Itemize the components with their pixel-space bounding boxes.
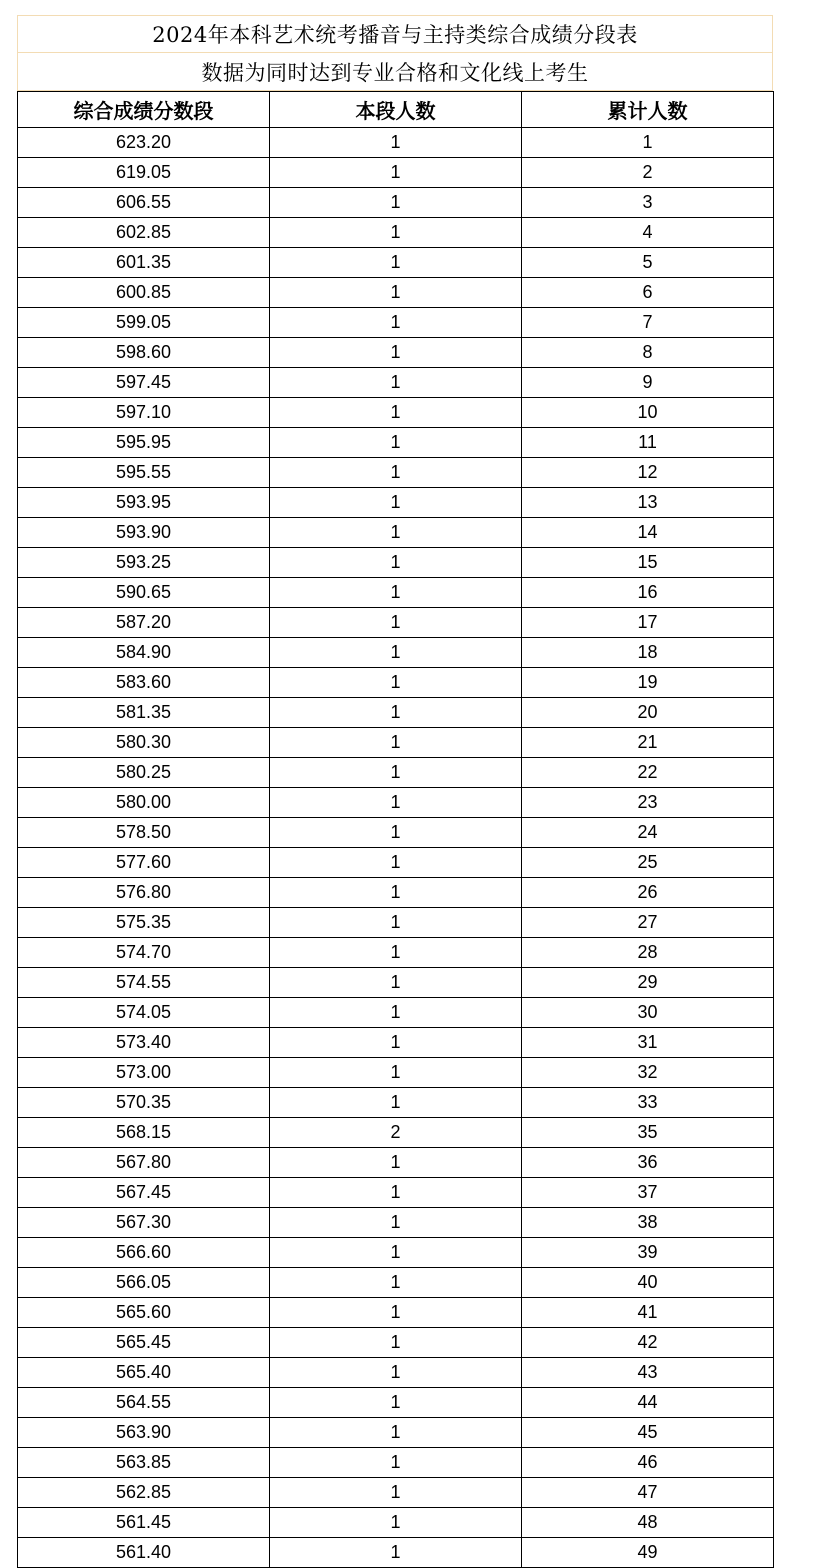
table-row [18,518,774,548]
score-cell: 602.85 [18,218,270,248]
table-row [18,1298,774,1328]
segment-count-cell: 1 [270,278,522,308]
table-row [18,668,774,698]
cumulative-count-cell: 8 [522,338,774,368]
cumulative-count-cell: 11 [522,428,774,458]
segment-count-cell: 1 [270,338,522,368]
score-cell: 583.60 [18,668,270,698]
table-row [18,998,774,1028]
segment-count-cell: 1 [270,608,522,638]
table-row [18,1358,774,1388]
cumulative-count-cell: 19 [522,668,774,698]
score-cell: 565.60 [18,1298,270,1328]
table-row [18,338,774,368]
score-cell: 563.90 [18,1418,270,1448]
cumulative-count-cell: 46 [522,1448,774,1478]
table-row [18,458,774,488]
segment-count-cell: 1 [270,1508,522,1538]
table-row [18,1238,774,1268]
table-row [18,188,774,218]
cumulative-count-cell: 43 [522,1358,774,1388]
table-row [18,1208,774,1238]
cumulative-count-cell: 32 [522,1058,774,1088]
cumulative-count-cell: 27 [522,908,774,938]
cumulative-count-cell: 41 [522,1298,774,1328]
table-row [18,428,774,458]
segment-count-cell: 1 [270,908,522,938]
score-cell: 565.45 [18,1328,270,1358]
score-cell: 580.30 [18,728,270,758]
segment-count-cell: 1 [270,188,522,218]
score-cell: 599.05 [18,308,270,338]
score-cell: 601.35 [18,248,270,278]
score-cell: 570.35 [18,1088,270,1118]
cumulative-count-cell: 1 [522,128,774,158]
cumulative-count-cell: 35 [522,1118,774,1148]
cumulative-count-cell: 16 [522,578,774,608]
cumulative-count-cell: 9 [522,368,774,398]
cumulative-count-cell: 31 [522,1028,774,1058]
header-row [18,92,774,128]
table-row [18,1448,774,1478]
cumulative-count-cell: 47 [522,1478,774,1508]
score-cell: 568.15 [18,1118,270,1148]
cumulative-count-cell: 36 [522,1148,774,1178]
score-cell: 598.60 [18,338,270,368]
score-cell: 593.90 [18,518,270,548]
segment-count-cell: 1 [270,488,522,518]
score-distribution-table [17,91,774,1568]
score-cell: 593.95 [18,488,270,518]
score-cell: 606.55 [18,188,270,218]
segment-count-cell: 1 [270,1418,522,1448]
table-row [18,788,774,818]
table-row [18,1508,774,1538]
segment-count-cell: 1 [270,1538,522,1568]
score-cell: 574.55 [18,968,270,998]
table-row [18,1058,774,1088]
cumulative-count-cell: 42 [522,1328,774,1358]
column-header-cumulative-count: 累计人数 [522,92,774,128]
table-body [18,128,774,1568]
segment-count-cell: 1 [270,518,522,548]
table-row [18,278,774,308]
cumulative-count-cell: 10 [522,398,774,428]
segment-count-cell: 1 [270,578,522,608]
segment-count-cell: 1 [270,1208,522,1238]
table-row [18,1538,774,1568]
segment-count-cell: 1 [270,1298,522,1328]
cumulative-count-cell: 38 [522,1208,774,1238]
table-row [18,488,774,518]
score-cell: 574.70 [18,938,270,968]
score-cell: 562.85 [18,1478,270,1508]
segment-count-cell: 1 [270,1058,522,1088]
cumulative-count-cell: 7 [522,308,774,338]
cumulative-count-cell: 26 [522,878,774,908]
score-cell: 574.05 [18,998,270,1028]
cumulative-count-cell: 23 [522,788,774,818]
table-row [18,728,774,758]
table-row [18,1028,774,1058]
segment-count-cell: 1 [270,1148,522,1178]
segment-count-cell: 1 [270,1358,522,1388]
score-cell: 565.40 [18,1358,270,1388]
table-row [18,608,774,638]
cumulative-count-cell: 30 [522,998,774,1028]
table-row [18,818,774,848]
segment-count-cell: 1 [270,1268,522,1298]
score-cell: 600.85 [18,278,270,308]
segment-count-cell: 1 [270,968,522,998]
score-cell: 580.25 [18,758,270,788]
score-cell: 561.40 [18,1538,270,1568]
score-cell: 595.95 [18,428,270,458]
cumulative-count-cell: 33 [522,1088,774,1118]
score-table-sheet [17,15,773,1568]
table-row [18,128,774,158]
table-row [18,548,774,578]
table-row [18,308,774,338]
table-row [18,968,774,998]
table-row [18,578,774,608]
cumulative-count-cell: 15 [522,548,774,578]
segment-count-cell: 1 [270,218,522,248]
segment-count-cell: 1 [270,878,522,908]
cumulative-count-cell: 4 [522,218,774,248]
column-header-score-range: 综合成绩分数段 [18,92,270,128]
cumulative-count-cell: 48 [522,1508,774,1538]
segment-count-cell: 1 [270,1088,522,1118]
cumulative-count-cell: 2 [522,158,774,188]
table-row [18,908,774,938]
segment-count-cell: 1 [270,1448,522,1478]
table-row [18,878,774,908]
score-cell: 564.55 [18,1388,270,1418]
table-subtitle: 数据为同时达到专业合格和文化线上考生 [17,53,773,91]
segment-count-cell: 1 [270,548,522,578]
score-cell: 576.80 [18,878,270,908]
segment-count-cell: 1 [270,788,522,818]
table-row [18,1268,774,1298]
score-cell: 619.05 [18,158,270,188]
cumulative-count-cell: 3 [522,188,774,218]
column-header-segment-count: 本段人数 [270,92,522,128]
cumulative-count-cell: 13 [522,488,774,518]
segment-count-cell: 1 [270,938,522,968]
table-title: 2024年本科艺术统考播音与主持类综合成绩分段表 [17,15,773,53]
cumulative-count-cell: 45 [522,1418,774,1448]
score-cell: 595.55 [18,458,270,488]
segment-count-cell: 1 [270,128,522,158]
score-cell: 567.45 [18,1178,270,1208]
segment-count-cell: 1 [270,1478,522,1508]
table-row [18,1178,774,1208]
cumulative-count-cell: 22 [522,758,774,788]
cumulative-count-cell: 25 [522,848,774,878]
cumulative-count-cell: 14 [522,518,774,548]
cumulative-count-cell: 20 [522,698,774,728]
table-row [18,1148,774,1178]
table-row [18,758,774,788]
table-row [18,1388,774,1418]
score-cell: 575.35 [18,908,270,938]
cumulative-count-cell: 5 [522,248,774,278]
table-row [18,1118,774,1148]
segment-count-cell: 1 [270,638,522,668]
segment-count-cell: 1 [270,728,522,758]
segment-count-cell: 1 [270,158,522,188]
cumulative-count-cell: 40 [522,1268,774,1298]
segment-count-cell: 1 [270,398,522,428]
cumulative-count-cell: 29 [522,968,774,998]
cumulative-count-cell: 12 [522,458,774,488]
table-row [18,368,774,398]
score-cell: 581.35 [18,698,270,728]
table-row [18,248,774,278]
segment-count-cell: 1 [270,758,522,788]
segment-count-cell: 1 [270,1388,522,1418]
table-row [18,1478,774,1508]
score-cell: 593.25 [18,548,270,578]
cumulative-count-cell: 49 [522,1538,774,1568]
segment-count-cell: 1 [270,248,522,278]
score-cell: 573.40 [18,1028,270,1058]
cumulative-count-cell: 24 [522,818,774,848]
segment-count-cell: 1 [270,1328,522,1358]
segment-count-cell: 1 [270,308,522,338]
table-row [18,218,774,248]
segment-count-cell: 1 [270,458,522,488]
table-row [18,1088,774,1118]
table-row [18,1328,774,1358]
score-cell: 590.65 [18,578,270,608]
score-cell: 587.20 [18,608,270,638]
score-cell: 597.45 [18,368,270,398]
segment-count-cell: 1 [270,368,522,398]
table-row [18,638,774,668]
segment-count-cell: 1 [270,848,522,878]
table-row [18,158,774,188]
score-cell: 573.00 [18,1058,270,1088]
cumulative-count-cell: 28 [522,938,774,968]
score-cell: 578.50 [18,818,270,848]
score-cell: 597.10 [18,398,270,428]
segment-count-cell: 2 [270,1118,522,1148]
segment-count-cell: 1 [270,818,522,848]
cumulative-count-cell: 44 [522,1388,774,1418]
score-cell: 567.80 [18,1148,270,1178]
cumulative-count-cell: 21 [522,728,774,758]
score-cell: 577.60 [18,848,270,878]
table-row [18,938,774,968]
segment-count-cell: 1 [270,1028,522,1058]
table-row [18,848,774,878]
segment-count-cell: 1 [270,428,522,458]
score-cell: 580.00 [18,788,270,818]
score-cell: 566.05 [18,1268,270,1298]
score-cell: 566.60 [18,1238,270,1268]
segment-count-cell: 1 [270,998,522,1028]
cumulative-count-cell: 37 [522,1178,774,1208]
score-cell: 567.30 [18,1208,270,1238]
cumulative-count-cell: 6 [522,278,774,308]
segment-count-cell: 1 [270,668,522,698]
segment-count-cell: 1 [270,698,522,728]
segment-count-cell: 1 [270,1238,522,1268]
table-row [18,398,774,428]
score-cell: 561.45 [18,1508,270,1538]
table-row [18,1418,774,1448]
cumulative-count-cell: 17 [522,608,774,638]
score-cell: 623.20 [18,128,270,158]
cumulative-count-cell: 18 [522,638,774,668]
score-cell: 584.90 [18,638,270,668]
score-cell: 563.85 [18,1448,270,1478]
table-row [18,698,774,728]
cumulative-count-cell: 39 [522,1238,774,1268]
segment-count-cell: 1 [270,1178,522,1208]
